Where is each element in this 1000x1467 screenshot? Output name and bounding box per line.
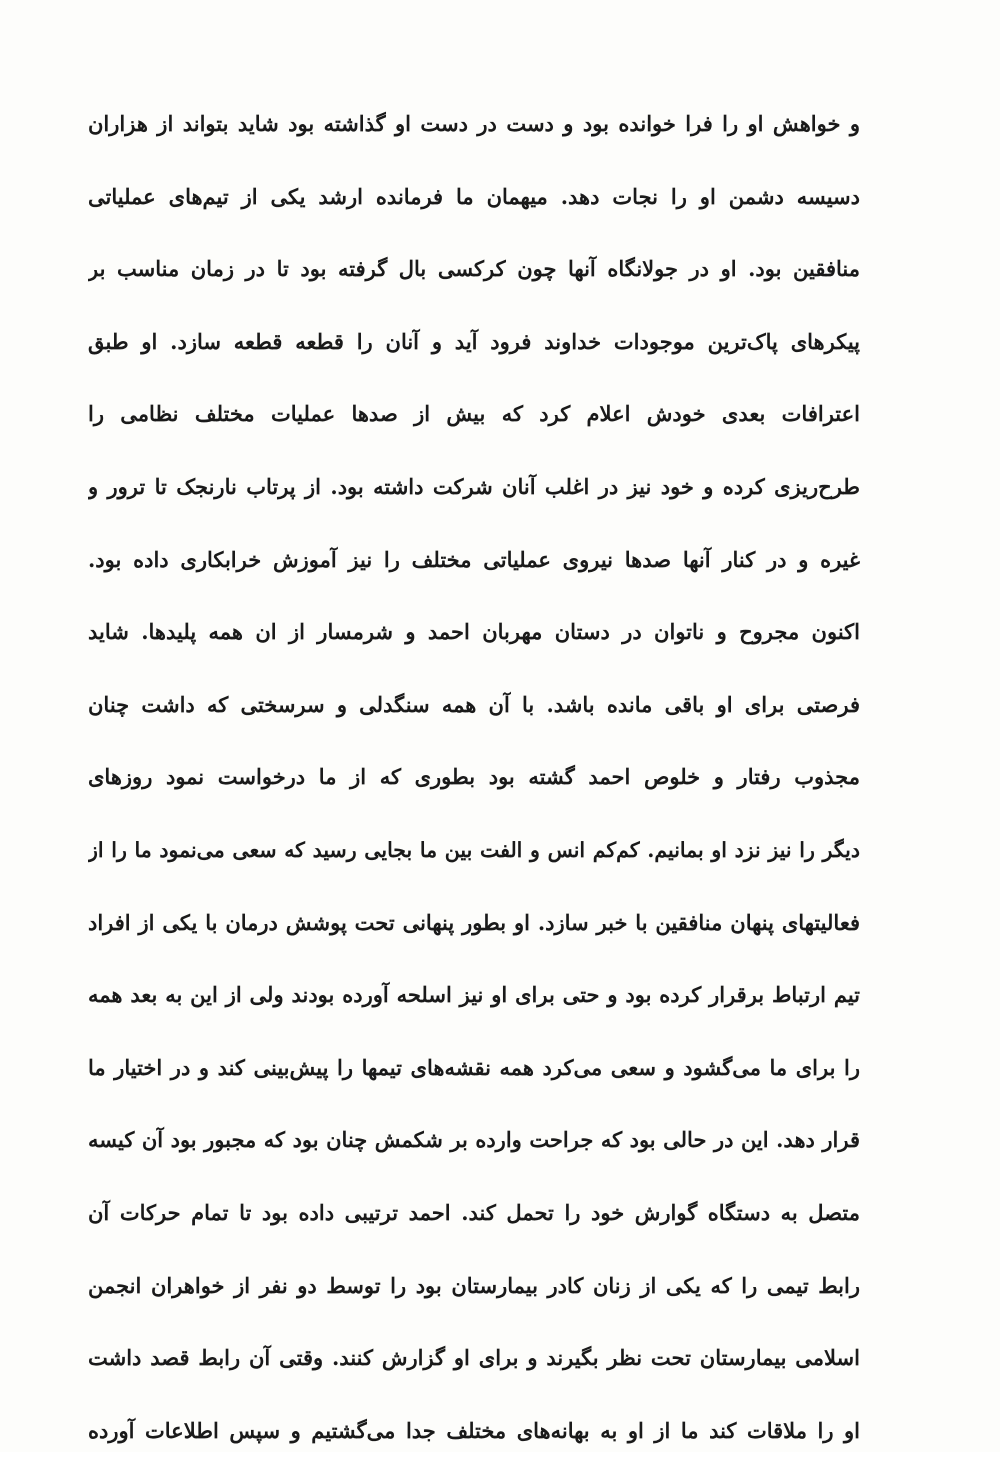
text-line: دسیسه دشمن او را نجات دهد. میهمان ما فرمانده ارشد یکی از تیم‌های عملیاتی [88, 183, 860, 209]
text-line: فعالیتهای پنهان منافقین با خبر سازد. او بطور پنهانی تحت پوشش درمان با یکی از افراد [88, 909, 860, 935]
text-line: او را ملاقات کند ما از او به بهانه‌های مختلف جدا می‌گشتیم و سپس اطلاعات آورده [88, 1417, 860, 1443]
text-line: مجذوب رفتار و خلوص احمد گشته بود بطوری که از ما درخواست نمود روزهای [88, 764, 860, 790]
text-line: قرار دهد. این در حالی بود که جراحت وارده بر شکمش چنان بود که مجبور بود آن کیسه [88, 1127, 860, 1153]
body-text [88, 88, 860, 1467]
text-line: را برای ما می‌گشود و سعی می‌کرد همه نقشه‌های تیمها را پیش‌بینی کند و در اختیار ما [88, 1054, 860, 1080]
text-line: غیره و در کنار آنها صدها نیروی عملیاتی مختلف را نیز آموزش خرابکاری داده بود. [88, 546, 860, 572]
text-line: اکنون مجروح و ناتوان در دستان مهربان احمد و شرمسار از ان همه پلیدها. شاید [88, 619, 860, 645]
text-line: رابط تیمی را که یکی از زنان کادر بیمارستان بود را توسط دو نفر از خواهران انجمن [88, 1272, 860, 1298]
text-line: اسلامی بیمارستان تحت نظر بگیرند و برای او گزارش کنند. وقتی آن رابط قصد داشت [88, 1345, 860, 1371]
text-line: پیکرهای پاک‌ترین موجودات خداوند فرود آید و آنان را قطعه قطعه سازد. او طبق [88, 328, 860, 354]
text-line: تیم ارتباط برقرار کرده بود و حتی برای او نیز اسلحه آورده بودند ولی از این به بعد همه [88, 982, 860, 1008]
text-line: دیگر را نیز نزد او بمانیم. کم‌کم انس و الفت بین ما بجایی رسید که سعی می‌نمود ما را از [88, 837, 860, 862]
text-line: اعترافات بعدی خودش اعلام کرد که بیش از صدها عملیات مختلف نظامی را [88, 401, 860, 427]
text-line: منافقین بود. او در جولانگاه آنها چون کرکسی بال گرفته بود تا در زمان مناسب بر [88, 256, 860, 282]
text-line: فرصتی برای او باقی مانده باشد. با آن همه سنگدلی و سرسختی که داشت چنان [88, 691, 860, 717]
text-line: طرح‌ریزی کرده و خود نیز در اغلب آنان شرکت داشته بود. از پرتاب نارنجک تا ترور و [88, 473, 860, 499]
text-line: و خواهش او را فرا خوانده بود و دست در دست او گذاشته بود شاید بتواند از هزاران [88, 111, 860, 136]
text-line: متصل به دستگاه گوارش خود را تحمل کند. احمد ترتیبی داده بود تا تمام حرکات آن [88, 1199, 860, 1225]
